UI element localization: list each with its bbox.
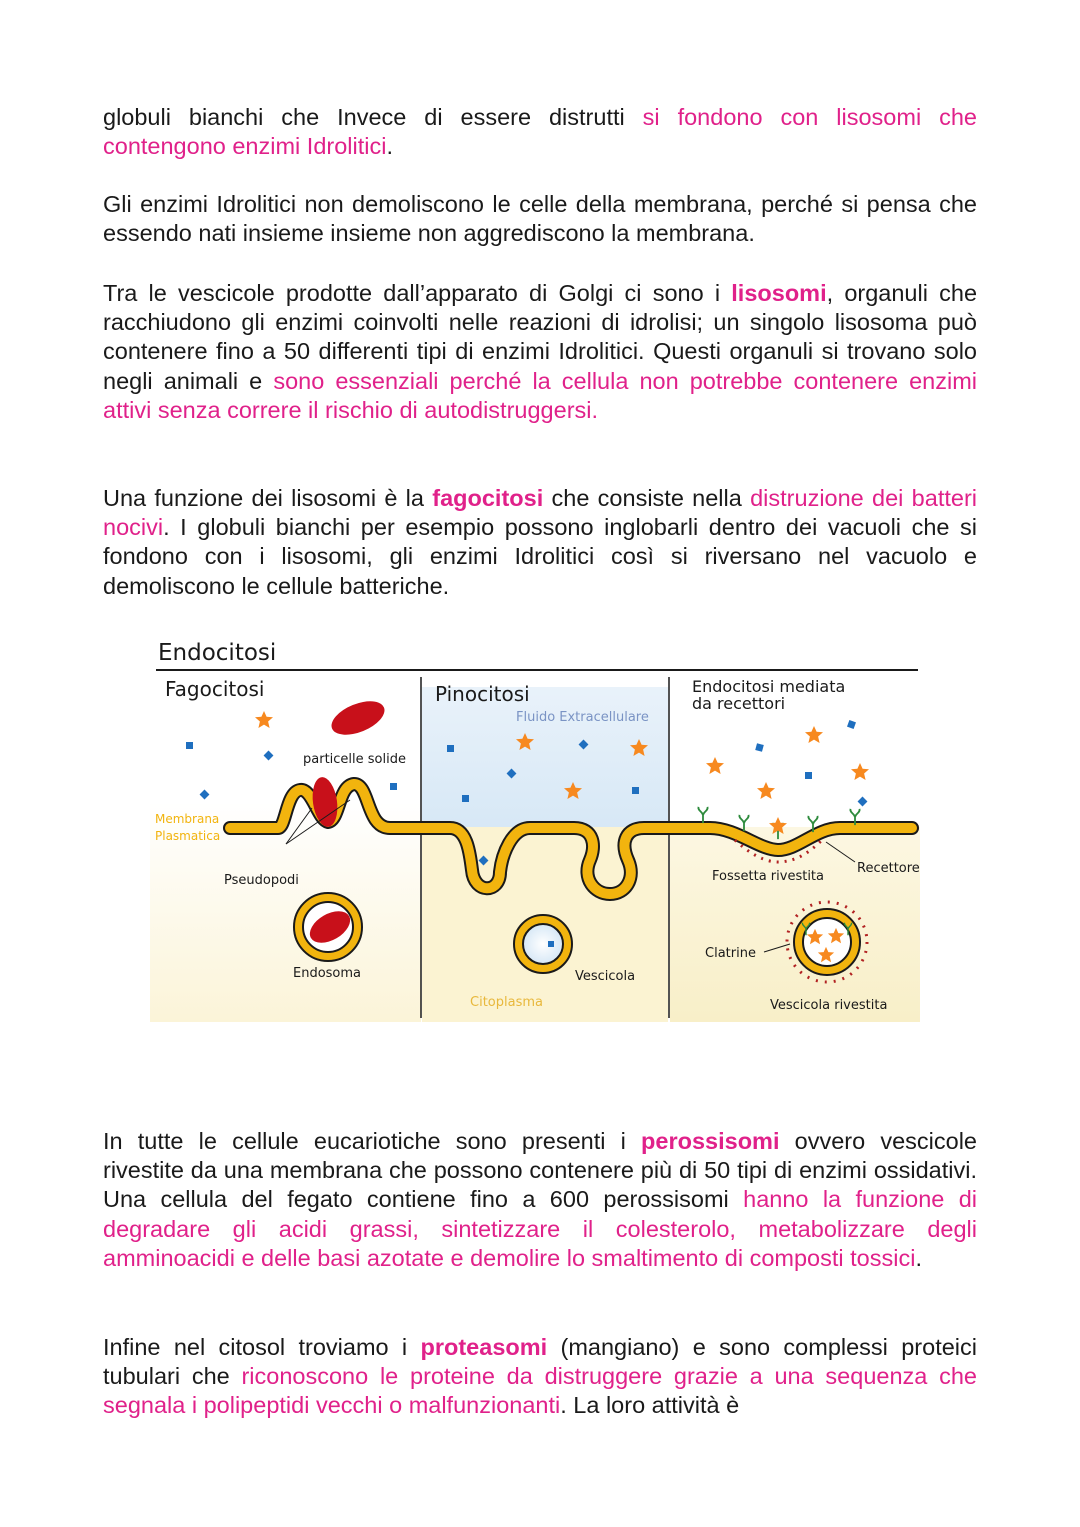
paragraph-lisosomi — [103, 279, 977, 425]
star-particle — [757, 782, 775, 799]
endocitosi-svg — [150, 632, 925, 1024]
bacterium-free — [327, 695, 389, 742]
star-particle — [706, 757, 724, 774]
p3-highlight: sono essenziali perché la cellula non potrebbe contenere enzimi attivi senza correre il rischio di autodistruggersi. — [103, 367, 977, 423]
particle-square — [447, 745, 454, 752]
p5-text: In tutte le cellule eucariotiche sono presenti i — [103, 1128, 642, 1154]
label-membrana: Membrana — [155, 812, 220, 826]
header-fagocitosi: Fagocitosi — [165, 677, 265, 701]
particle-diamond — [858, 797, 868, 807]
paragraph-fagocitosi — [103, 484, 977, 601]
label-particelle-solide: particelle solide — [303, 752, 406, 767]
p4-text-3: . I globuli bianchi per esempio possono inglobarli dentro dei vacuoli che si fondono con i lisosomi, gli enzimi Idrolitici così si riversano nel vacuolo e demoliscono le cellule batteriche. — [103, 514, 977, 599]
particle-square — [632, 787, 639, 794]
p6-highlight: riconoscono le proteine da distruggere grazie a una sequenza che segnala i polipeptidi vecchi o malfunzionanti — [103, 1363, 977, 1419]
particle-square — [805, 772, 812, 779]
extracellular-fluid-bg — [422, 687, 668, 827]
paragraph-globuli-bianchi — [103, 103, 977, 161]
label-citoplasma: Citoplasma — [470, 995, 543, 1010]
endocitosi-diagram — [150, 632, 925, 1024]
label-recettore: Recettore — [857, 861, 920, 876]
label-vescicola-rivestita: Vescicola rivestita — [770, 998, 888, 1013]
p1-end: . — [386, 133, 393, 160]
particle-square — [390, 783, 397, 790]
paragraph-proteasomi — [103, 1333, 977, 1421]
label-endosoma: Endosoma — [293, 966, 362, 981]
p4-term-fagocitosi: fagocitosi — [432, 485, 544, 511]
p5-term-perossisomi: perossisomi — [641, 1128, 780, 1154]
label-clatrine: Clatrine — [705, 946, 756, 961]
star-particle — [851, 763, 869, 780]
p3-term-lisosomi: lisosomi — [731, 280, 827, 306]
p3-text-2: , organuli che racchiudono gli enzimi coinvolti nelle reazioni di idrolisi; un singolo lisosoma può contenere fino a 50 differenti tipi di enzimi Idrolitici. Questi organuli si trovano solo negli animali e — [103, 280, 978, 394]
cytoplasm-bg-3 — [670, 827, 920, 1022]
vescicola-lumen — [523, 924, 563, 964]
receptor — [698, 807, 707, 823]
label-pseudopodi: Pseudopodi — [224, 873, 299, 888]
paragraph-enzimi-idrolitici — [103, 190, 977, 248]
p5-text-2: ovvero vescicole rivestite da una membrana che possono contenere più di 50 tipi di enzimi ossidativi. Una cellula del fegato contiene fino a 600 perossisomi — [103, 1128, 977, 1213]
p6-text-2: (mangiano) e sono complessi proteici tubulari che — [103, 1334, 977, 1390]
particle-square — [548, 941, 554, 947]
particle-square — [186, 742, 193, 749]
diagram-title: Endocitosi — [158, 640, 277, 666]
header-endocitosi-mediata-1: Endocitosi mediata — [692, 677, 846, 696]
label-fluido-extracellulare: Fluido Extracellulare — [516, 710, 649, 725]
star-particle — [255, 711, 273, 728]
label-plasmatica: Plasmatica — [155, 829, 221, 843]
p4-text: Una funzione dei lisosomi è la — [103, 485, 433, 511]
star-particle — [805, 726, 823, 743]
particle-square — [462, 795, 469, 802]
p6-term-proteasomi: proteasomi — [420, 1334, 548, 1360]
particle-square — [847, 720, 856, 729]
label-vescicola: Vescicola — [575, 969, 636, 984]
particle-square — [755, 743, 764, 752]
p1-highlight: si fondono con lisosomi che contengono enzimi Idrolitici — [103, 104, 977, 160]
header-pinocitosi: Pinocitosi — [435, 682, 530, 706]
p3-text: Tra le vescicole prodotte dall’apparato di Golgi ci sono i — [103, 280, 732, 306]
p6-end: . La loro attività è — [560, 1392, 740, 1419]
p5-highlight: hanno la funzione di degradare gli acidi grassi, sintetizzare il colesterolo, metabolizzare degli amminoacidi e delle basi azotate e demolire lo smaltimento di composti tossici — [103, 1186, 978, 1271]
p4-text-2: che consiste nella — [543, 485, 751, 511]
paragraph-perossisomi — [103, 1127, 977, 1273]
p1-text: globuli bianchi che Invece di essere distrutti — [103, 104, 643, 130]
p4-highlight: distruzione dei batteri nocivi — [103, 485, 977, 541]
particle-diamond — [200, 790, 210, 800]
p5-end: . — [915, 1244, 922, 1271]
label-fossetta-rivestita: Fossetta rivestita — [712, 869, 824, 884]
particle-diamond — [264, 751, 274, 761]
header-endocitosi-mediata-2: da recettori — [692, 694, 786, 713]
p6-text: Infine nel citosol troviamo i — [103, 1334, 421, 1360]
p2-text: Gli enzimi Idrolitici non demoliscono le celle della membrana, perché si pensa che essendo nati insieme insieme non aggrediscono la membrana. — [103, 191, 977, 247]
